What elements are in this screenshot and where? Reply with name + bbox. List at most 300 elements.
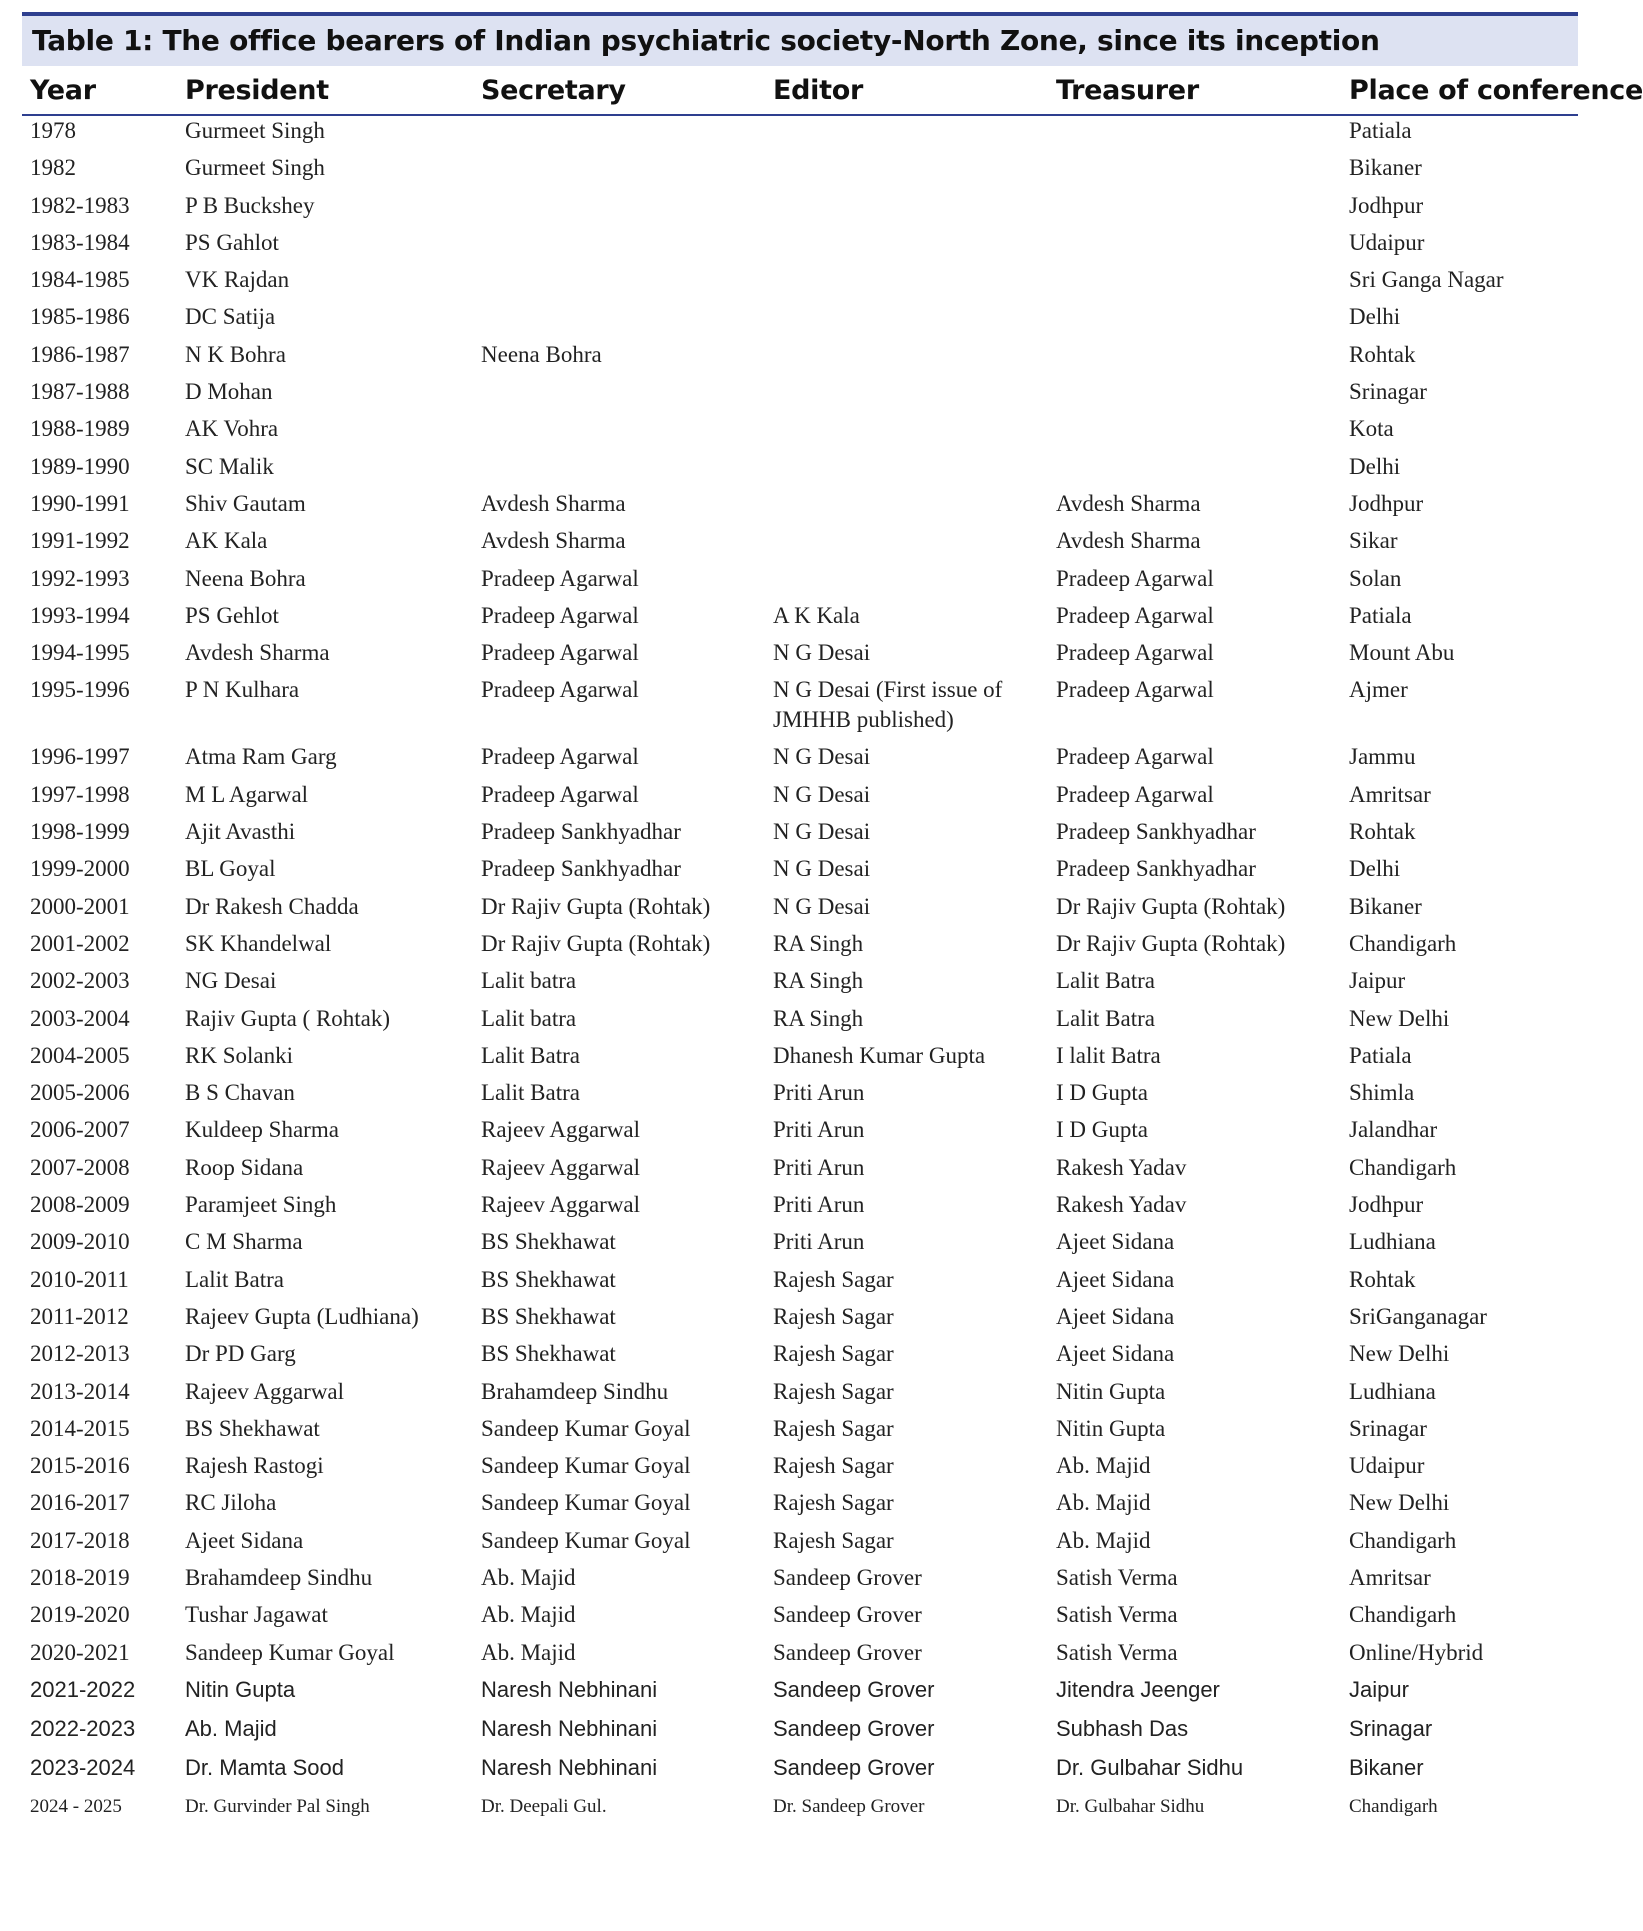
cell-year: 2000-2001 bbox=[30, 893, 130, 919]
cell-place: New Delhi bbox=[1349, 1490, 1450, 1516]
cell-treasurer bbox=[1048, 302, 1341, 339]
cell-treasurer: Pradeep Agarwal bbox=[1056, 744, 1214, 770]
cell-secretary: Sandeep Kumar Goyal bbox=[481, 1527, 691, 1553]
cell-secretary bbox=[473, 377, 765, 414]
cell-place: Amritsar bbox=[1349, 1564, 1431, 1590]
cell-editor: Priti Arun bbox=[773, 1117, 865, 1143]
cell-place: Mount Abu bbox=[1349, 640, 1455, 666]
cell-year: 2022-2023 bbox=[30, 1715, 136, 1741]
cell-secretary: BS Shekhawat bbox=[481, 1341, 616, 1367]
cell-president: RC Jiloha bbox=[185, 1490, 277, 1516]
cell-secretary: Lalit Batra bbox=[481, 1042, 580, 1068]
cell-secretary: Dr Rajiv Gupta (Rohtak) bbox=[481, 893, 711, 919]
cell-editor: Rajesh Sagar bbox=[773, 1490, 894, 1516]
cell-president: Nitin Gupta bbox=[185, 1676, 296, 1702]
table-row bbox=[22, 601, 1578, 638]
cell-secretary: Naresh Nebhinani bbox=[481, 1754, 658, 1780]
table-row bbox=[22, 1190, 1578, 1227]
cell-treasurer: Pradeep Agarwal bbox=[1056, 565, 1214, 591]
cell-place: Jaipur bbox=[1349, 1676, 1409, 1702]
cell-year: 1998-1999 bbox=[30, 819, 130, 845]
cell-president: C M Sharma bbox=[185, 1229, 303, 1255]
cell-place: Kota bbox=[1349, 416, 1394, 442]
cell-year: 1995-1996 bbox=[30, 677, 130, 703]
cell-year: 2020-2021 bbox=[30, 1639, 130, 1665]
cell-place: Delhi bbox=[1349, 453, 1401, 479]
cell-president: AK Vohra bbox=[185, 416, 279, 442]
cell-place: Bikaner bbox=[1349, 893, 1422, 919]
cell-year: 1989-1990 bbox=[30, 453, 130, 479]
cell-treasurer: Satish Verma bbox=[1056, 1564, 1178, 1590]
cell-president: Tushar Jagawat bbox=[185, 1602, 328, 1628]
cell-editor: RA Singh bbox=[773, 1005, 864, 1031]
cell-editor: A K Kala bbox=[773, 602, 860, 628]
cell-president: Gurmeet Singh bbox=[185, 155, 325, 181]
header-year: Year bbox=[22, 66, 177, 115]
cell-editor bbox=[765, 414, 1048, 451]
cell-editor bbox=[765, 564, 1048, 601]
cell-year: 1985-1986 bbox=[30, 304, 130, 330]
cell-secretary: Ab. Majid bbox=[481, 1564, 576, 1590]
cell-editor bbox=[765, 340, 1048, 377]
cell-year: 2017-2018 bbox=[30, 1527, 130, 1553]
cell-editor: N G Desai bbox=[773, 781, 871, 807]
cell-editor: Priti Arun bbox=[773, 1229, 865, 1255]
cell-president: M L Agarwal bbox=[185, 781, 309, 807]
cell-treasurer bbox=[1048, 228, 1341, 265]
cell-editor: Sandeep Grover bbox=[773, 1754, 935, 1780]
cell-place: Ludhiana bbox=[1349, 1378, 1436, 1404]
cell-editor: Dhanesh Kumar Gupta bbox=[773, 1042, 986, 1068]
cell-editor bbox=[765, 115, 1048, 153]
cell-president: Kuldeep Sharma bbox=[185, 1117, 339, 1143]
cell-editor bbox=[765, 526, 1048, 563]
cell-year: 1982-1983 bbox=[30, 192, 130, 218]
cell-place: Rohtak bbox=[1349, 1266, 1416, 1292]
cell-treasurer: Rakesh Yadav bbox=[1056, 1154, 1187, 1180]
table-row bbox=[22, 1041, 1578, 1078]
cell-treasurer: Pradeep Agarwal bbox=[1056, 602, 1214, 628]
cell-president: Rajeev Aggarwal bbox=[185, 1378, 345, 1404]
cell-secretary: Ab. Majid bbox=[481, 1602, 576, 1628]
cell-treasurer: Ajeet Sidana bbox=[1056, 1229, 1175, 1255]
table-row bbox=[22, 892, 1578, 929]
cell-treasurer: Dr Rajiv Gupta (Rohtak) bbox=[1056, 893, 1286, 919]
table-row bbox=[22, 1753, 1578, 1792]
cell-place: Sri Ganga Nagar bbox=[1349, 267, 1504, 293]
cell-year: 2016-2017 bbox=[30, 1490, 130, 1516]
cell-secretary bbox=[473, 228, 765, 265]
cell-secretary: Rajeev Aggarwal bbox=[481, 1117, 641, 1143]
header-editor: Editor bbox=[765, 66, 1048, 115]
cell-secretary: Pradeep Agarwal bbox=[481, 640, 639, 666]
cell-editor: Sandeep Grover bbox=[773, 1602, 922, 1628]
cell-treasurer bbox=[1048, 414, 1341, 451]
cell-place: Delhi bbox=[1349, 856, 1401, 882]
cell-secretary: Rajeev Aggarwal bbox=[481, 1192, 641, 1218]
table-row bbox=[22, 1414, 1578, 1451]
table-row bbox=[22, 638, 1578, 675]
cell-treasurer: Satish Verma bbox=[1056, 1639, 1178, 1665]
table-row bbox=[22, 228, 1578, 265]
cell-place: Sikar bbox=[1349, 528, 1398, 554]
cell-treasurer: Nitin Gupta bbox=[1056, 1415, 1166, 1441]
cell-editor: Rajesh Sagar bbox=[773, 1527, 894, 1553]
cell-place: Shimla bbox=[1349, 1080, 1415, 1106]
cell-editor: Priti Arun bbox=[773, 1154, 865, 1180]
cell-year: 2010-2011 bbox=[30, 1266, 129, 1292]
cell-secretary: BS Shekhawat bbox=[481, 1303, 616, 1329]
cell-place: Ajmer bbox=[1349, 677, 1408, 703]
cell-place: Udaipur bbox=[1349, 229, 1425, 255]
cell-secretary bbox=[473, 191, 765, 228]
cell-president: Ab. Majid bbox=[185, 1715, 277, 1741]
cell-secretary bbox=[473, 115, 765, 153]
cell-year: 2008-2009 bbox=[30, 1192, 130, 1218]
cell-editor bbox=[765, 489, 1048, 526]
cell-secretary: Rajeev Aggarwal bbox=[481, 1154, 641, 1180]
cell-secretary: Pradeep Agarwal bbox=[481, 565, 639, 591]
cell-secretary bbox=[473, 452, 765, 489]
cell-president: Rajesh Rastogi bbox=[185, 1453, 324, 1479]
cell-place: Srinagar bbox=[1349, 379, 1427, 405]
cell-editor: N G Desai bbox=[773, 819, 871, 845]
table-row bbox=[22, 780, 1578, 817]
cell-year: 1986-1987 bbox=[30, 341, 130, 367]
header-president: President bbox=[177, 66, 473, 115]
cell-place: Jodhpur bbox=[1349, 1192, 1424, 1218]
cell-year: 2018-2019 bbox=[30, 1564, 130, 1590]
table-row bbox=[22, 1563, 1578, 1600]
cell-editor bbox=[765, 153, 1048, 190]
cell-secretary: Naresh Nebhinani bbox=[481, 1715, 658, 1741]
cell-editor: N G Desai bbox=[773, 640, 871, 666]
cell-treasurer: Ajeet Sidana bbox=[1056, 1303, 1175, 1329]
cell-editor: RA Singh bbox=[773, 968, 864, 994]
cell-secretary: Neena Bohra bbox=[481, 341, 602, 367]
cell-treasurer bbox=[1048, 377, 1341, 414]
cell-editor: N G Desai bbox=[773, 856, 871, 882]
cell-place: Srinagar bbox=[1349, 1415, 1427, 1441]
cell-place: Chandigarh bbox=[1349, 1527, 1457, 1553]
cell-place: Udaipur bbox=[1349, 1453, 1425, 1479]
cell-year: 1991-1992 bbox=[30, 528, 130, 554]
cell-president: Rajiv Gupta ( Rohtak) bbox=[185, 1005, 391, 1031]
cell-treasurer: Ab. Majid bbox=[1056, 1453, 1151, 1479]
cell-place: Srinagar bbox=[1349, 1715, 1433, 1741]
cell-president: Neena Bohra bbox=[185, 565, 306, 591]
cell-president: Dr PD Garg bbox=[185, 1341, 296, 1367]
cell-secretary: Dr. Deepali Gul. bbox=[481, 1795, 607, 1817]
cell-editor: N G Desai bbox=[773, 744, 871, 770]
cell-president: Lalit Batra bbox=[185, 1266, 284, 1292]
cell-place: Patiala bbox=[1349, 118, 1412, 143]
cell-place: New Delhi bbox=[1349, 1341, 1450, 1367]
header-treasurer: Treasurer bbox=[1048, 66, 1341, 115]
cell-place: Chandigarh bbox=[1349, 1795, 1438, 1817]
cell-editor: Priti Arun bbox=[773, 1080, 865, 1106]
table-row bbox=[22, 340, 1578, 377]
cell-editor: Rajesh Sagar bbox=[773, 1453, 894, 1479]
cell-editor: Sandeep Grover bbox=[773, 1564, 922, 1590]
cell-year: 2004-2005 bbox=[30, 1042, 130, 1068]
cell-treasurer bbox=[1048, 153, 1341, 190]
cell-place: Chandigarh bbox=[1349, 1154, 1457, 1180]
table-row bbox=[22, 1488, 1578, 1525]
table-row bbox=[22, 265, 1578, 302]
cell-place: Jodhpur bbox=[1349, 490, 1424, 516]
cell-treasurer: Pradeep Agarwal bbox=[1056, 640, 1214, 666]
cell-secretary: Pradeep Agarwal bbox=[481, 677, 639, 703]
cell-year: 1992-1993 bbox=[30, 565, 130, 591]
cell-editor: Dr. Sandeep Grover bbox=[773, 1795, 925, 1817]
cell-president: DC Satija bbox=[185, 304, 276, 330]
cell-place: Jaipur bbox=[1349, 968, 1406, 994]
cell-editor: Sandeep Grover bbox=[773, 1639, 922, 1665]
cell-secretary: Pradeep Agarwal bbox=[481, 781, 639, 807]
table-row bbox=[22, 191, 1578, 228]
table-row bbox=[22, 1792, 1578, 1824]
table-row bbox=[22, 1004, 1578, 1041]
cell-treasurer bbox=[1048, 452, 1341, 489]
cell-secretary bbox=[473, 265, 765, 302]
cell-president: Sandeep Kumar Goyal bbox=[185, 1639, 395, 1665]
cell-place: New Delhi bbox=[1349, 1005, 1450, 1031]
cell-place: Rohtak bbox=[1349, 341, 1416, 367]
cell-president: SC Malik bbox=[185, 453, 274, 479]
cell-treasurer: Lalit Batra bbox=[1056, 968, 1155, 994]
cell-place: Chandigarh bbox=[1349, 1602, 1457, 1628]
cell-president: B S Chavan bbox=[185, 1080, 295, 1106]
table-row bbox=[22, 526, 1578, 563]
table-row bbox=[22, 1153, 1578, 1190]
cell-secretary bbox=[473, 414, 765, 451]
table-row bbox=[22, 1227, 1578, 1264]
cell-treasurer: Ajeet Sidana bbox=[1056, 1341, 1175, 1367]
cell-president: Ajit Avasthi bbox=[185, 819, 296, 845]
cell-year: 1999-2000 bbox=[30, 856, 130, 882]
cell-editor bbox=[765, 228, 1048, 265]
cell-president: NG Desai bbox=[185, 968, 277, 994]
cell-treasurer bbox=[1048, 340, 1341, 377]
cell-secretary: BS Shekhawat bbox=[481, 1229, 616, 1255]
cell-president: Ajeet Sidana bbox=[185, 1527, 304, 1553]
cell-place: Bikaner bbox=[1349, 155, 1422, 181]
cell-year: 2012-2013 bbox=[30, 1341, 130, 1367]
cell-year: 2005-2006 bbox=[30, 1080, 130, 1106]
cell-year: 1984-1985 bbox=[30, 267, 130, 293]
table-row bbox=[22, 929, 1578, 966]
table-row bbox=[22, 302, 1578, 339]
cell-president: AK Kala bbox=[185, 528, 268, 554]
cell-treasurer: Avdesh Sharma bbox=[1056, 528, 1201, 554]
cell-secretary: Lalit batra bbox=[481, 968, 577, 994]
table-row bbox=[22, 414, 1578, 451]
cell-editor: Rajesh Sagar bbox=[773, 1341, 894, 1367]
cell-treasurer bbox=[1048, 265, 1341, 302]
cell-year: 2007-2008 bbox=[30, 1154, 130, 1180]
cell-year: 1983-1984 bbox=[30, 229, 130, 255]
cell-secretary bbox=[473, 153, 765, 190]
cell-place: Online/Hybrid bbox=[1349, 1639, 1484, 1665]
cell-president: Gurmeet Singh bbox=[185, 118, 325, 143]
cell-president: Atma Ram Garg bbox=[185, 744, 337, 770]
cell-treasurer: Dr Rajiv Gupta (Rohtak) bbox=[1056, 930, 1286, 956]
table-row bbox=[22, 1339, 1578, 1376]
cell-editor: Rajesh Sagar bbox=[773, 1266, 894, 1292]
cell-year: 2009-2010 bbox=[30, 1229, 130, 1255]
header-secretary: Secretary bbox=[473, 66, 765, 115]
cell-year: 2013-2014 bbox=[30, 1378, 130, 1404]
table-row bbox=[22, 817, 1578, 854]
cell-year: 2001-2002 bbox=[30, 930, 130, 956]
table-row bbox=[22, 1714, 1578, 1753]
table-row bbox=[22, 115, 1578, 153]
cell-year: 2019-2020 bbox=[30, 1602, 130, 1628]
table-container bbox=[22, 12, 1643, 1824]
cell-year: 1978 bbox=[30, 118, 76, 143]
cell-secretary: Pradeep Agarwal bbox=[481, 602, 639, 628]
cell-place: Chandigarh bbox=[1349, 930, 1457, 956]
cell-year: 1997-1998 bbox=[30, 781, 130, 807]
cell-secretary: Pradeep Sankhyadhar bbox=[481, 819, 681, 845]
cell-year: 1987-1988 bbox=[30, 379, 130, 405]
cell-year: 1993-1994 bbox=[30, 602, 130, 628]
cell-treasurer: Lalit Batra bbox=[1056, 1005, 1155, 1031]
cell-editor bbox=[765, 452, 1048, 489]
cell-president: P B Buckshey bbox=[185, 192, 315, 218]
cell-president: VK Rajdan bbox=[185, 267, 290, 293]
cell-treasurer: Avdesh Sharma bbox=[1056, 490, 1201, 516]
cell-president: BS Shekhawat bbox=[185, 1415, 320, 1441]
cell-treasurer: Pradeep Sankhyadhar bbox=[1056, 856, 1256, 882]
cell-treasurer: Pradeep Sankhyadhar bbox=[1056, 819, 1256, 845]
cell-president: Shiv Gautam bbox=[185, 490, 306, 516]
cell-secretary bbox=[473, 302, 765, 339]
cell-president: BL Goyal bbox=[185, 856, 276, 882]
cell-secretary: Brahamdeep Sindhu bbox=[481, 1378, 669, 1404]
cell-treasurer: Pradeep Agarwal bbox=[1056, 781, 1214, 807]
cell-president: Paramjeet Singh bbox=[185, 1192, 337, 1218]
cell-year: 2011-2012 bbox=[30, 1303, 129, 1329]
cell-secretary: Pradeep Agarwal bbox=[481, 744, 639, 770]
cell-treasurer: Dr. Gulbahar Sidhu bbox=[1056, 1754, 1244, 1780]
table-row bbox=[22, 1265, 1578, 1302]
cell-place: Patiala bbox=[1349, 602, 1412, 628]
table-body bbox=[22, 115, 1578, 1824]
cell-president: D Mohan bbox=[185, 379, 273, 405]
cell-editor: Sandeep Grover bbox=[773, 1715, 935, 1741]
cell-place: Ludhiana bbox=[1349, 1229, 1436, 1255]
cell-place: Bikaner bbox=[1349, 1754, 1424, 1780]
cell-year: 1996-1997 bbox=[30, 744, 130, 770]
cell-president: Brahamdeep Sindhu bbox=[185, 1564, 373, 1590]
cell-year: 2003-2004 bbox=[30, 1005, 130, 1031]
cell-secretary: Avdesh Sharma bbox=[481, 528, 626, 554]
cell-editor: N G Desai (First issue of JMHHB published) bbox=[773, 677, 1003, 733]
cell-editor: N G Desai bbox=[773, 893, 871, 919]
cell-place: Solan bbox=[1349, 565, 1402, 591]
table-row bbox=[22, 564, 1578, 601]
cell-president: PS Gahlot bbox=[185, 229, 279, 255]
cell-president: Dr. Gurvinder Pal Singh bbox=[185, 1795, 370, 1817]
cell-secretary: Dr Rajiv Gupta (Rohtak) bbox=[481, 930, 711, 956]
cell-year: 2023-2024 bbox=[30, 1754, 136, 1780]
cell-secretary: BS Shekhawat bbox=[481, 1266, 616, 1292]
cell-year: 2015-2016 bbox=[30, 1453, 130, 1479]
cell-treasurer: I D Gupta bbox=[1056, 1080, 1148, 1106]
cell-president: Rajeev Gupta (Ludhiana) bbox=[185, 1303, 419, 1329]
cell-secretary: Sandeep Kumar Goyal bbox=[481, 1490, 691, 1516]
cell-treasurer: Subhash Das bbox=[1056, 1715, 1189, 1741]
cell-place: Rohtak bbox=[1349, 819, 1416, 845]
table-row bbox=[22, 742, 1578, 779]
table-row bbox=[22, 854, 1578, 891]
table-row bbox=[22, 1377, 1578, 1414]
cell-president: P N Kulhara bbox=[185, 677, 300, 703]
cell-place: Jalandhar bbox=[1349, 1117, 1438, 1143]
cell-president: RK Solanki bbox=[185, 1042, 293, 1068]
cell-president: N K Bohra bbox=[185, 341, 286, 367]
cell-treasurer: Ajeet Sidana bbox=[1056, 1266, 1175, 1292]
cell-editor bbox=[765, 377, 1048, 414]
cell-place: SriGanganagar bbox=[1349, 1303, 1487, 1329]
cell-secretary: Sandeep Kumar Goyal bbox=[481, 1415, 691, 1441]
header-place: Place of conference bbox=[1341, 66, 1578, 115]
cell-secretary: Avdesh Sharma bbox=[481, 490, 626, 516]
table-caption: Table 1: The office bearers of Indian psychiatric society-North Zone, since its inception bbox=[22, 16, 1578, 66]
table-row bbox=[22, 1526, 1578, 1563]
table-row bbox=[22, 675, 1578, 742]
cell-editor: Rajesh Sagar bbox=[773, 1378, 894, 1404]
cell-place: Amritsar bbox=[1349, 781, 1431, 807]
cell-treasurer: Nitin Gupta bbox=[1056, 1378, 1166, 1404]
cell-treasurer: Dr. Gulbahar Sidhu bbox=[1056, 1795, 1205, 1817]
office-bearers-table bbox=[22, 66, 1643, 1824]
cell-treasurer: Rakesh Yadav bbox=[1056, 1192, 1187, 1218]
table-row bbox=[22, 377, 1578, 414]
table-row bbox=[22, 1600, 1578, 1637]
cell-president: Avdesh Sharma bbox=[185, 640, 330, 666]
cell-secretary: Sandeep Kumar Goyal bbox=[481, 1453, 691, 1479]
cell-secretary: Lalit Batra bbox=[481, 1080, 580, 1106]
table-row bbox=[22, 1638, 1578, 1675]
table-row bbox=[22, 966, 1578, 1003]
cell-year: 1988-1989 bbox=[30, 416, 130, 442]
cell-president: PS Gehlot bbox=[185, 602, 279, 628]
cell-secretary: Pradeep Sankhyadhar bbox=[481, 856, 681, 882]
cell-editor: Sandeep Grover bbox=[773, 1676, 935, 1702]
cell-treasurer bbox=[1048, 191, 1341, 228]
cell-editor bbox=[765, 191, 1048, 228]
cell-treasurer: I D Gupta bbox=[1056, 1117, 1148, 1143]
cell-president: Dr Rakesh Chadda bbox=[185, 893, 359, 919]
cell-place: Patiala bbox=[1349, 1042, 1412, 1068]
cell-editor bbox=[765, 302, 1048, 339]
header-row bbox=[22, 66, 1578, 115]
cell-place: Jodhpur bbox=[1349, 192, 1424, 218]
cell-treasurer: Jitendra Jeenger bbox=[1056, 1676, 1220, 1702]
cell-year: 2006-2007 bbox=[30, 1117, 130, 1143]
table-row bbox=[22, 1115, 1578, 1152]
cell-treasurer: Ab. Majid bbox=[1056, 1527, 1151, 1553]
cell-president: Dr. Mamta Sood bbox=[185, 1754, 344, 1780]
cell-secretary: Lalit batra bbox=[481, 1005, 577, 1031]
table-row bbox=[22, 452, 1578, 489]
cell-president: SK Khandelwal bbox=[185, 930, 332, 956]
cell-treasurer: I lalit Batra bbox=[1056, 1042, 1161, 1068]
cell-editor: RA Singh bbox=[773, 930, 864, 956]
